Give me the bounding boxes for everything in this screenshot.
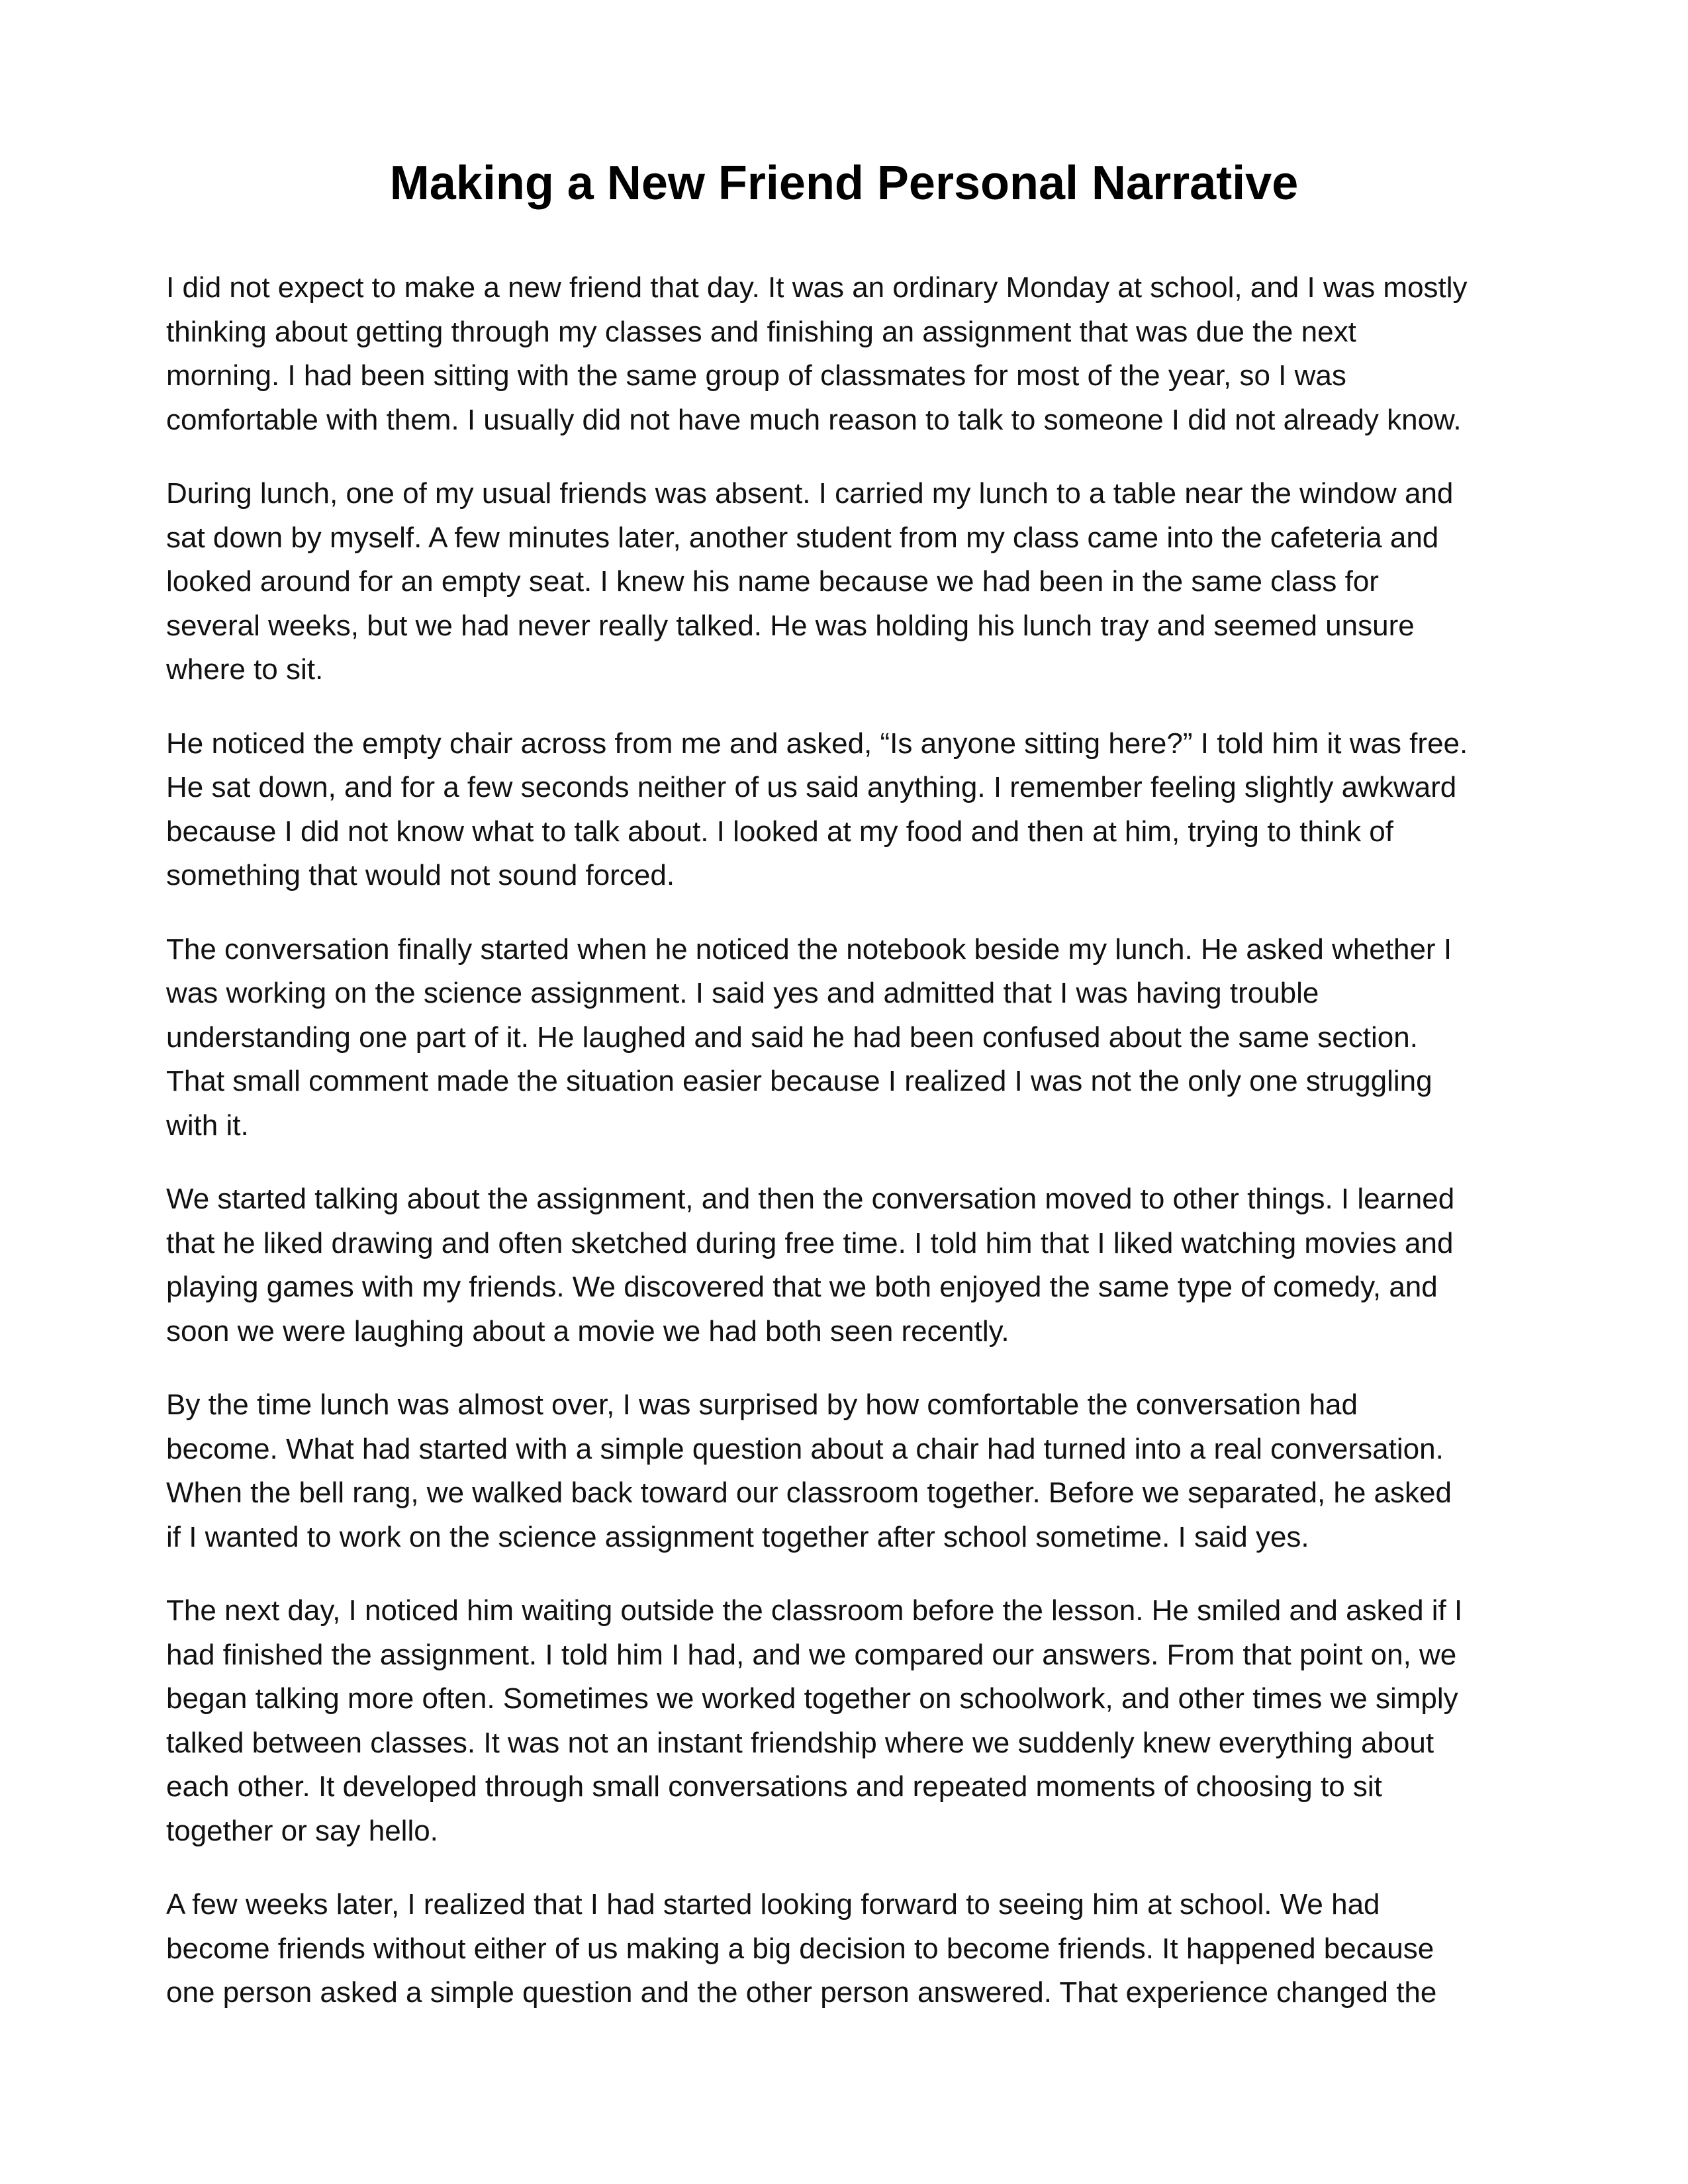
paragraph xyxy=(166,722,1530,898)
paragraph-line: He sat down, and for a few seconds neither of us said anything. I remember feeling slightly awkward xyxy=(166,771,1457,803)
paragraph-line: playing games with my friends. We discovered that we both enjoyed the same type of comedy, and xyxy=(166,1271,1438,1303)
paragraph-line: if I wanted to work on the science assignment together after school sometime. I said yes. xyxy=(166,1520,1309,1553)
page-title: Making a New Friend Personal Narrative xyxy=(389,157,1299,210)
paragraph-line: By the time lunch was almost over, I was surprised by how comfortable the conversation had xyxy=(166,1388,1358,1421)
paragraph xyxy=(166,266,1530,442)
paragraph-line: looked around for an empty seat. I knew his name because we had been in the same class for xyxy=(166,565,1379,598)
paragraph xyxy=(166,1883,1530,2015)
paragraph-line: several weeks, but we had never really talked. He was holding his lunch tray and seemed unsure xyxy=(166,609,1415,642)
paragraph-line: We started talking about the assignment, and then the conversation moved to other things. I learned xyxy=(166,1183,1455,1215)
paragraph-line: because I did not know what to talk about. I looked at my food and then at him, trying to think of xyxy=(166,815,1393,848)
paragraph-line: something that would not sound forced. xyxy=(166,859,675,891)
paragraph-line: become friends without either of us making a big decision to become friends. It happened because xyxy=(166,1932,1434,1965)
narrative-body xyxy=(166,266,1530,2015)
paragraph-line: become. What had started with a simple question about a chair had turned into a real conversation. xyxy=(166,1432,1444,1465)
paragraph-line: each other. It developed through small conversations and repeated moments of choosing to sit xyxy=(166,1770,1382,1803)
paragraph-line: soon we were laughing about a movie we had both seen recently. xyxy=(166,1314,1009,1347)
paragraph-line: with it. xyxy=(166,1109,249,1142)
paragraph xyxy=(166,1589,1530,1853)
paragraph xyxy=(166,1177,1530,1353)
paragraph xyxy=(166,1383,1530,1559)
paragraph-line: that he liked drawing and often sketched during free time. I told him that I liked watching movies and xyxy=(166,1226,1454,1259)
paragraph-line: had finished the assignment. I told him I had, and we compared our answers. From that point on, we xyxy=(166,1638,1457,1671)
paragraph-line: one person asked a simple question and the other person answered. That experience changed the xyxy=(166,1976,1437,2009)
paragraph-line: When the bell rang, we walked back toward our classroom together. Before we separated, he asked xyxy=(166,1477,1452,1509)
paragraph xyxy=(166,928,1530,1148)
paragraph-line: thinking about getting through my classes and finishing an assignment that was due the next xyxy=(166,315,1356,348)
paragraph-line: began talking more often. Sometimes we worked together on schoolwork, and other times we simply xyxy=(166,1682,1458,1715)
paragraph-line: understanding one part of it. He laughed and said he had been confused about the same section. xyxy=(166,1021,1418,1054)
paragraph-line: where to sit. xyxy=(166,653,324,686)
paragraph-line: was working on the science assignment. I said yes and admitted that I was having trouble xyxy=(166,977,1319,1009)
paragraph-line: comfortable with them. I usually did not have much reason to talk to someone I did not already know. xyxy=(166,403,1462,436)
paragraph-line: I did not expect to make a new friend that day. It was an ordinary Monday at school, and I was mostly xyxy=(166,271,1468,304)
paragraph-line: together or say hello. xyxy=(166,1814,438,1847)
paragraph-line: That small comment made the situation easier because I realized I was not the only one struggling xyxy=(166,1065,1432,1097)
paragraph-line: He noticed the empty chair across from me and asked, “Is anyone sitting here?” I told him it was free. xyxy=(166,727,1468,760)
paragraph-line: morning. I had been sitting with the same group of classmates for most of the year, so I was xyxy=(166,359,1346,392)
paragraph-line: The next day, I noticed him waiting outside the classroom before the lesson. He smiled and asked if I xyxy=(166,1594,1463,1627)
paragraph-line: A few weeks later, I realized that I had started looking forward to seeing him at school. We had xyxy=(166,1888,1380,1921)
paragraph-line: talked between classes. It was not an instant friendship where we suddenly knew everything about xyxy=(166,1726,1434,1759)
paragraph xyxy=(166,472,1530,692)
paragraph-line: During lunch, one of my usual friends was absent. I carried my lunch to a table near the window and xyxy=(166,477,1454,510)
paragraph-line: sat down by myself. A few minutes later, another student from my class came into the cafeteria and xyxy=(166,521,1439,554)
paragraph-line: The conversation finally started when he noticed the notebook beside my lunch. He asked whether I xyxy=(166,933,1452,966)
